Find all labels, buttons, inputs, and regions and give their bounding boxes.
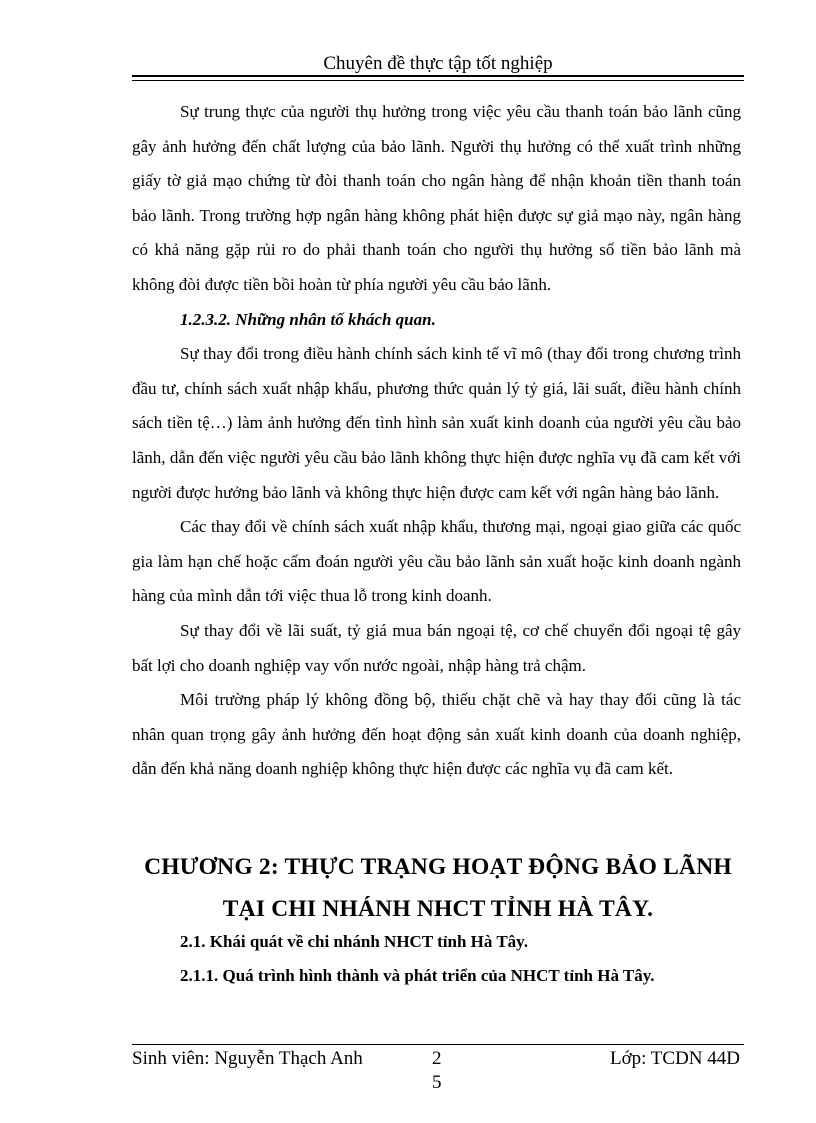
chapter-line-1: CHƯƠNG 2: THỰC TRẠNG HOẠT ĐỘNG BẢO LÃNH (144, 854, 732, 880)
paragraph-4: Sự thay đổi về lãi suất, tỷ giá mua bán ngoại tệ, cơ chế chuyển đổi ngoại tệ gây bất lợi cho doanh nghiệp vay vốn nước ngoài, nhập hàng trả chậm. (132, 620, 741, 675)
page-number: 25 (432, 1048, 442, 1093)
subheading: 1.2.3.2. Những nhân tố khách quan. (180, 309, 436, 329)
header-title: Chuyên đề thực tập tốt nghiệp (323, 53, 553, 74)
body-text (132, 95, 741, 787)
paragraph-1: Sự trung thực của người thụ hưởng trong việc yêu cầu thanh toán bảo lãnh cũng gây ảnh hưởng đến chất lượng của bảo lãnh. Người thụ hưởng có thể xuất trình những giấy tờ giả mạo chứng từ đòi thanh toán cho ngân hàng để nhận khoản tiền thanh toán bảo lãnh. Trong trường hợp ngân hàng không phát hiện được sự giả mạo này, ngân hàng có khả năng gặp rủi ro do phải thanh toán cho người thụ hưởng số tiền bảo lãnh mà không đòi được tiền bồi hoàn từ phía người yêu cầu bảo lãnh. (132, 102, 741, 294)
paragraph-5: Môi trường pháp lý không đồng bộ, thiếu chặt chẽ và hay thay đổi cũng là tác nhân quan trọng gây ảnh hưởng đến hoạt động sản xuất kinh doanh của doanh nghiệp, dẫn đến khả năng doanh nghiệp không thực hiện được các nghĩa vụ đã cam kết. (132, 690, 741, 779)
paragraph-3: Các thay đổi về chính sách xuất nhập khẩu, thương mại, ngoại giao giữa các quốc gia làm hạn chế hoặc cấm đoán người yêu cầu bảo lãnh sản xuất hoặc kinh doanh ngành hàng của mình dẫn tới việc thua lỗ trong kinh doanh. (132, 517, 741, 606)
section-heading-2-1: 2.1. Khái quát về chi nhánh NHCT tỉnh Hà Tây. (180, 932, 528, 951)
chapter-heading (132, 846, 744, 930)
header-rule-thin (132, 80, 744, 81)
section-heading-2-1-1: 2.1.1. Quá trình hình thành và phát triển của NHCT tỉnh Hà Tây. (180, 966, 655, 985)
footer-rule (132, 1044, 744, 1045)
footer-student: Sinh viên: Nguyễn Thạch Anh (132, 1048, 363, 1069)
header-rule-thick (132, 75, 744, 77)
footer-class: Lớp: TCDN 44D (609, 1048, 740, 1069)
paragraph-2: Sự thay đổi trong điều hành chính sách kinh tế vĩ mô (thay đổi trong chương trình đầu tư, chính sách xuất nhập khẩu, phương thức quản lý tỷ giá, lãi suất, điều hành chính sách tiền tệ…) làm ảnh hưởng đến tình hình sản xuất kinh doanh của người yêu cầu bảo lãnh, dẫn đến việc người yêu cầu bảo lãnh không thực hiện được nghĩa vụ đã cam kết với người được hưởng bảo lãnh và không thực hiện được cam kết với ngân hàng bảo lãnh. (132, 344, 741, 502)
chapter-line-2: TẠI CHI NHÁNH NHCT TỈNH HÀ TÂY. (222, 896, 654, 922)
